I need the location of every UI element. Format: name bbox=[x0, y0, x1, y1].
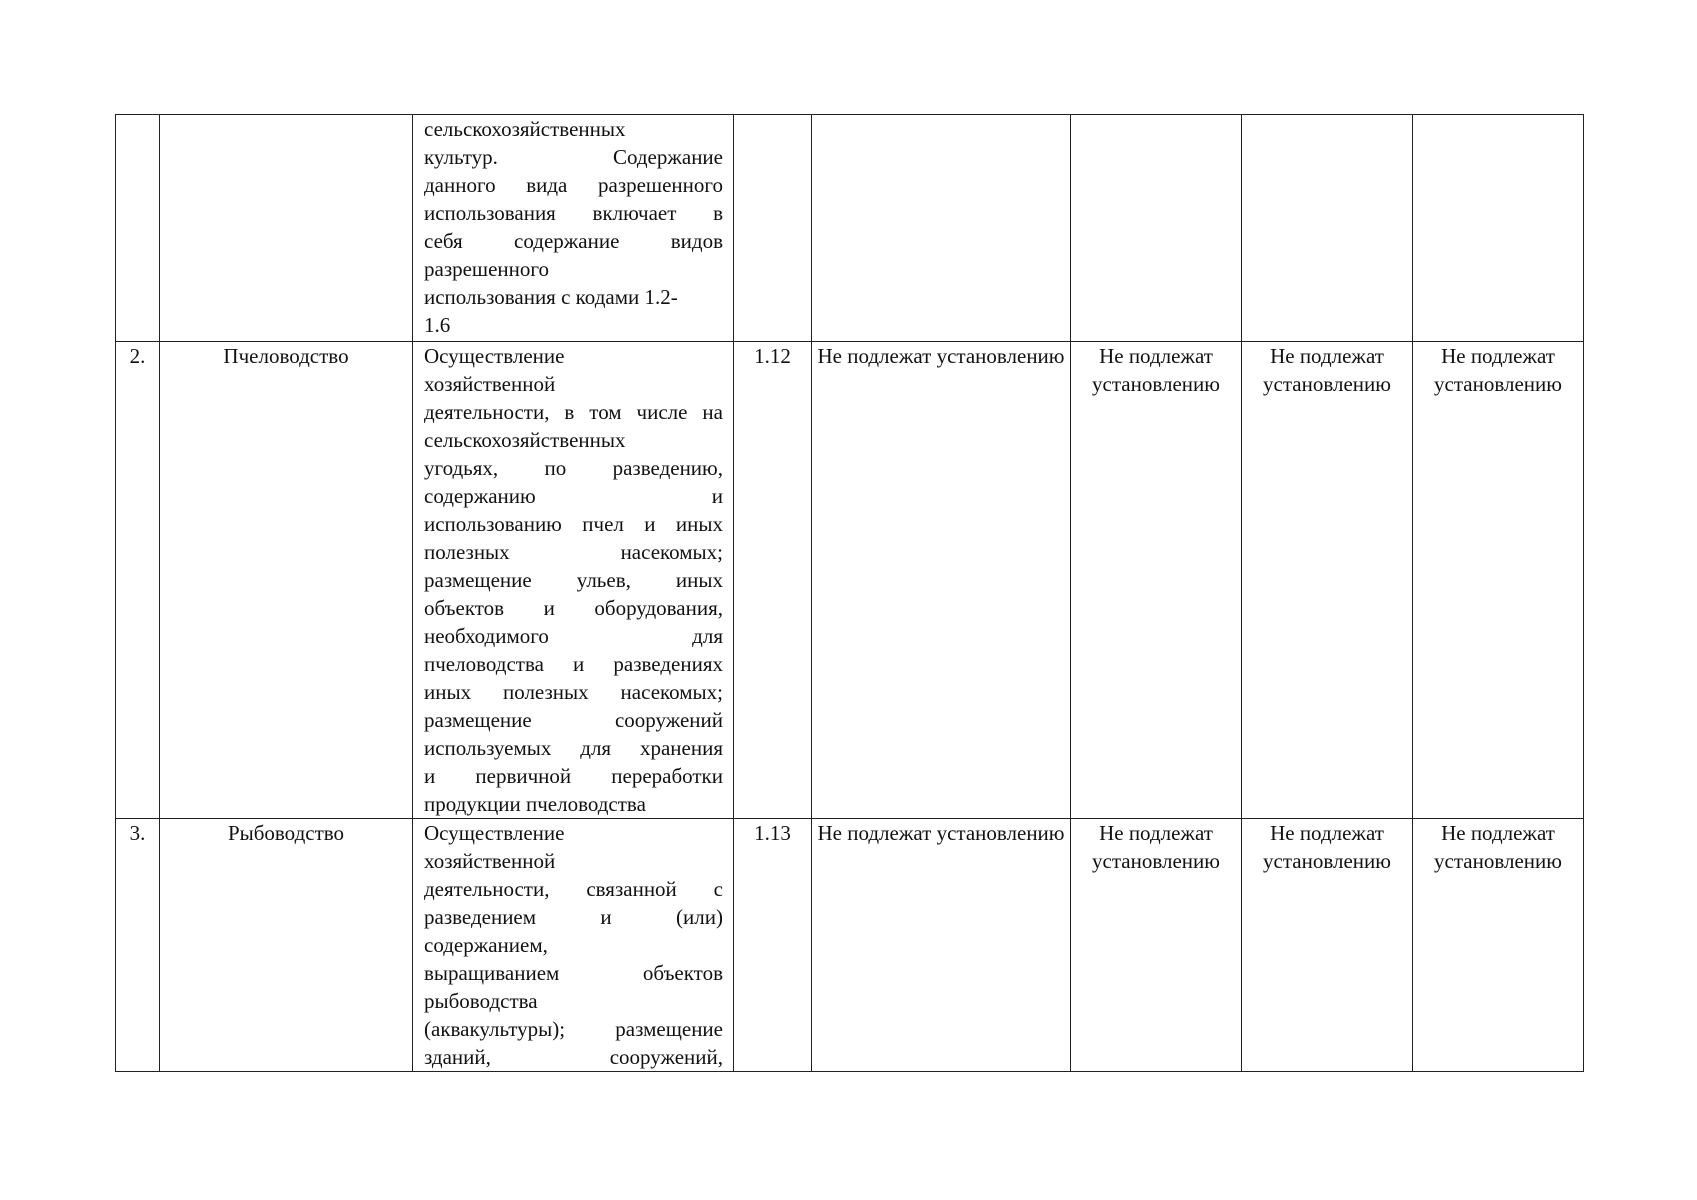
description-line: использованию пчел и иных bbox=[424, 512, 723, 536]
description-line: культур. Содержание bbox=[424, 145, 723, 169]
description-line: себя содержание видов bbox=[424, 229, 723, 253]
description-line: деятельности, связанной с bbox=[424, 877, 723, 901]
parameter-value: Не подлежат установлению bbox=[817, 821, 1065, 845]
description-line: Осуществление bbox=[424, 821, 565, 845]
description-line: (аквакультуры); размещение bbox=[424, 1017, 723, 1041]
parameter-value: Не подлежат установлению bbox=[1434, 344, 1562, 396]
description-line: размещение сооружений bbox=[424, 708, 723, 732]
description-line: 1.6 bbox=[424, 313, 451, 337]
row-number-cell bbox=[116, 342, 160, 819]
parameter-value: Не подлежат установлению bbox=[1263, 344, 1391, 396]
description-line: сельскохозяйственных bbox=[424, 117, 626, 141]
use-code-cell bbox=[734, 115, 812, 342]
description-line: используемых для хранения bbox=[424, 736, 723, 760]
description-line: объектов и оборудования, bbox=[424, 596, 723, 620]
use-description-cell bbox=[413, 115, 734, 342]
description-line: содержанию и bbox=[424, 484, 723, 508]
parameter-value: Не подлежат установлению bbox=[1434, 821, 1562, 873]
description-line: зданий, сооружений, bbox=[424, 1045, 723, 1069]
use-code-cell bbox=[734, 342, 812, 819]
parameter-cell bbox=[1071, 342, 1242, 819]
description-line: Осуществление bbox=[424, 344, 565, 368]
table-body bbox=[116, 115, 1584, 1072]
description-line: содержанием, bbox=[424, 933, 548, 957]
description-line: рыбоводства bbox=[424, 989, 538, 1013]
parameter-cell bbox=[812, 342, 1071, 819]
description-line: пчеловодства и разведениях bbox=[424, 652, 723, 676]
parameter-cell bbox=[1413, 115, 1584, 342]
description-line: размещение ульев, иных bbox=[424, 568, 723, 592]
parameter-value: Не подлежат установлению bbox=[1092, 344, 1220, 396]
row-number-cell bbox=[116, 819, 160, 1072]
row-number-cell bbox=[116, 115, 160, 342]
description-line: хозяйственной bbox=[424, 372, 556, 396]
use-name: Пчеловодство bbox=[223, 344, 349, 368]
parameter-value: Не подлежат установлению bbox=[817, 344, 1065, 368]
parameter-cell bbox=[1071, 115, 1242, 342]
use-description-cell bbox=[413, 819, 734, 1072]
description-line: хозяйственной bbox=[424, 849, 556, 873]
description-line: иных полезных насекомых; bbox=[424, 680, 723, 704]
parameter-cell bbox=[1413, 819, 1584, 1072]
description-line: использования с кодами 1.2- bbox=[424, 285, 678, 309]
parameter-cell bbox=[1242, 819, 1413, 1072]
use-code-cell bbox=[734, 819, 812, 1072]
description-line: данного вида разрешенного bbox=[424, 173, 723, 197]
use-name: Рыбоводство bbox=[227, 821, 345, 845]
parameter-cell bbox=[1242, 115, 1413, 342]
description-line: продукции пчеловодства bbox=[424, 792, 646, 816]
description-line: угодьях, по разведению, bbox=[424, 456, 723, 480]
description-line: разрешенного bbox=[424, 257, 549, 281]
description-line: необходимого для bbox=[424, 624, 723, 648]
row-number: 2. bbox=[129, 344, 146, 368]
use-code: 1.12 bbox=[754, 344, 791, 368]
description-line: использования включает в bbox=[424, 201, 723, 225]
use-name-cell bbox=[160, 342, 413, 819]
parameter-cell bbox=[1413, 342, 1584, 819]
land-use-table bbox=[115, 114, 1584, 1072]
parameter-cell bbox=[1071, 819, 1242, 1072]
use-name-cell bbox=[160, 819, 413, 1072]
description-line: сельскохозяйственных bbox=[424, 428, 626, 452]
parameter-cell bbox=[812, 819, 1071, 1072]
description-line: выращиванием объектов bbox=[424, 961, 723, 985]
parameter-value: Не подлежат установлению bbox=[1092, 821, 1220, 873]
description-line: полезных насекомых; bbox=[424, 540, 723, 564]
parameter-cell bbox=[812, 115, 1071, 342]
description-line: разведением и (или) bbox=[424, 905, 723, 929]
use-name-cell bbox=[160, 115, 413, 342]
use-code: 1.13 bbox=[754, 821, 791, 845]
row-number: 3. bbox=[129, 821, 146, 845]
parameter-value: Не подлежат установлению bbox=[1263, 821, 1391, 873]
description-line: деятельности, в том числе на bbox=[424, 400, 723, 424]
parameter-cell bbox=[1242, 342, 1413, 819]
table-row bbox=[116, 819, 1584, 1072]
use-description-cell bbox=[413, 342, 734, 819]
table-row bbox=[116, 115, 1584, 342]
description-line: и первичной переработки bbox=[424, 764, 723, 788]
table-row bbox=[116, 342, 1584, 819]
